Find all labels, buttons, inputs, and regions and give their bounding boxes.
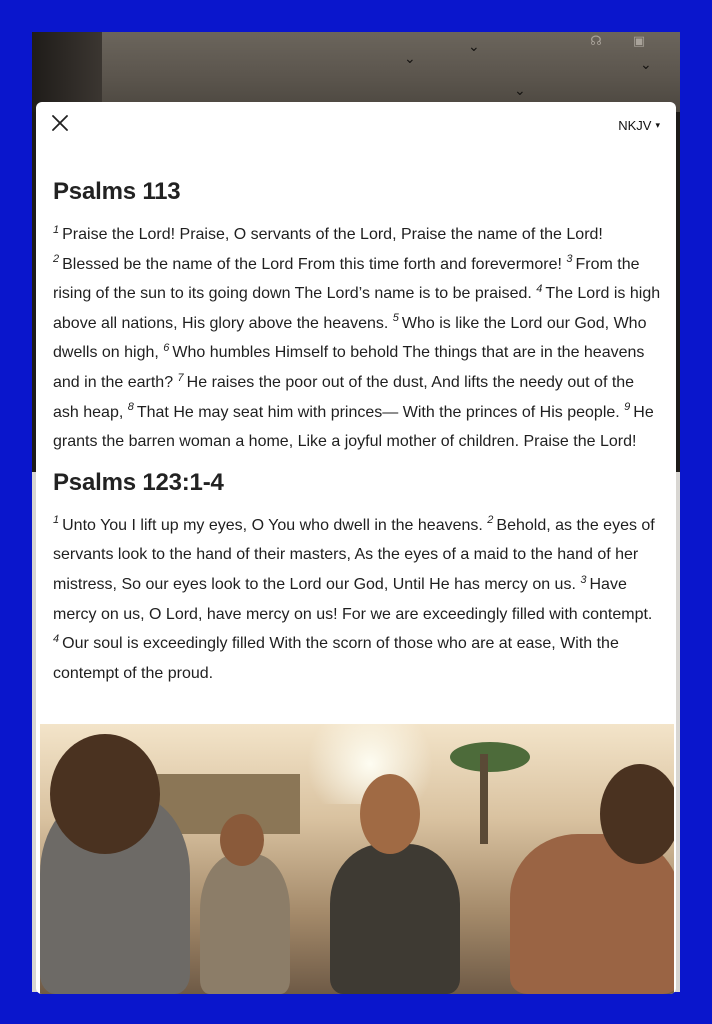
close-button[interactable] [48, 111, 72, 135]
chevron-down-icon: ▾ [655, 119, 660, 130]
verse-number: 1 [53, 514, 60, 527]
figure-center-head [360, 774, 420, 854]
verse: $^1$ Praise the Lord! Praise, O servants of the Lord, Praise the name of the Lord! [53, 223, 603, 243]
headphones-icon[interactable]: ☊ [590, 34, 602, 49]
verse: $^6$ Who humbles Himself to behold The things that are in the heavens and in the earth? [53, 342, 645, 391]
verse: $^4$ Our soul is exceedingly filled With the scorn of those who are at ease, With the contempt of the proud. [53, 632, 619, 682]
video-icon[interactable]: ▣ [632, 34, 646, 49]
verse-number: 4 [536, 282, 543, 295]
passage-title: Psalms 123:1-4 [53, 468, 224, 496]
verse-number: 3 [580, 573, 587, 586]
verse-number: 2 [53, 253, 60, 266]
background-header-image [32, 32, 680, 112]
palm-tree-trunk [480, 754, 488, 844]
verse-number: 2 [487, 514, 494, 527]
verse-number: 8 [127, 401, 134, 414]
verse: $^8$ That He may seat him with princes— With the princes of His people. [127, 401, 620, 421]
passage-content [53, 178, 663, 688]
verse: $^9$ He grants the barren woman a home, Like a joyful mother of children. Praise the Lord! [53, 401, 654, 451]
passage-text [53, 511, 663, 689]
figure-left-head [50, 734, 160, 854]
figure-mid-left [200, 854, 290, 994]
verse: $^1$ Unto You I lift up my eyes, O You who dwell in the heavens. [53, 514, 483, 534]
bird-icon: ⌄ [404, 51, 416, 67]
version-selector[interactable] [618, 116, 660, 134]
bird-icon: ⌄ [468, 39, 480, 55]
bird-icon: ⌄ [640, 57, 652, 73]
verse-number: 3 [566, 253, 573, 266]
passage-title: Psalms 113 [53, 178, 181, 205]
passage-modal [36, 102, 676, 994]
figure-center-robe [330, 844, 460, 994]
verse-number: 1 [53, 223, 60, 236]
verse: $^7$ He raises the poor out of the dust, And lifts the needy out of the ash heap, [53, 371, 635, 421]
verse: $^5$ Who is like the Lord our God, Who dwells on high, [53, 312, 647, 362]
illustration-image [40, 724, 674, 994]
verse-number: 5 [392, 312, 399, 325]
verse: $^2$ Blessed be the name of the Lord From this time forth and forevermore! [53, 253, 562, 273]
passage-text [53, 220, 663, 457]
verse: $^3$ Have mercy on us, O Lord, have mercy on us! For we are exceedingly filled with contempt. [53, 573, 653, 623]
cliff-silhouette [32, 32, 102, 112]
verse: $^2$ Behold, as the eyes of servants look to the hand of their masters, As the eyes of a maid to the hand of her mistress, So our eyes look to the Lord our God, Until He has mercy on us. [53, 514, 655, 593]
verse: $^3$ From the rising of the sun to its going down The Lord’s name is to be praised. [53, 253, 640, 303]
verse-number: 6 [163, 342, 170, 355]
close-icon [48, 111, 72, 135]
verse-number: 9 [624, 401, 631, 414]
bird-icon: ⌄ [514, 83, 526, 99]
verse-number: 4 [53, 632, 60, 645]
figure-right-head [600, 764, 674, 864]
figure-mid-left-head [220, 814, 264, 866]
modal-header [36, 102, 676, 146]
verse: $^4$ The Lord is high above all nations, His glory above the heavens. [53, 282, 661, 332]
palm-tree-leaves [450, 742, 530, 772]
version-label: NKJV [618, 117, 652, 133]
verse-number: 7 [177, 371, 184, 384]
